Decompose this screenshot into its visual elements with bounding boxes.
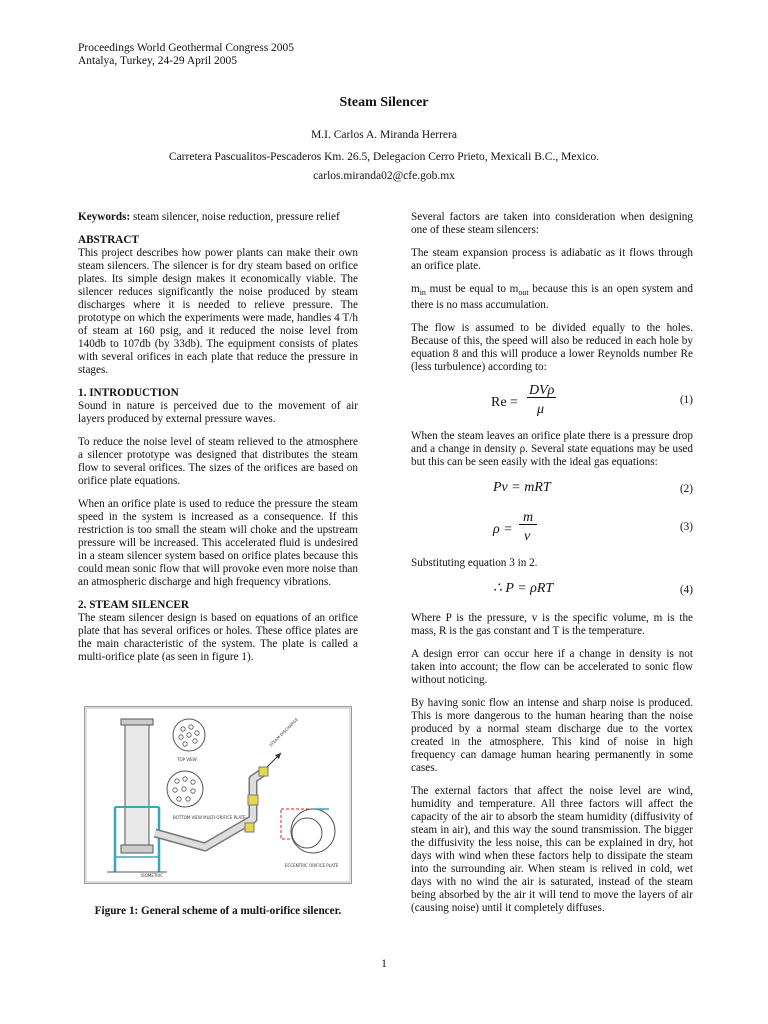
figure-1: [84, 706, 352, 884]
mass-out-text: must be equal to m: [425, 283, 519, 295]
right-paragraph-10: The external factors that affect the noise level are wind, humidity and temperature. All three factors will affect the capacity of the air to absorb the steam humidity (diffusivity of steam in air), and this way the sound transmission. The bigger the diffusivity the less noise, this can be explained in dry, hot days with wind when these factors help to dissipate the steam into the surrounding air. When steam is relived in cold, wet days with no wind the air is saturated, instead of the steam being absorbed by the air it will tend to move the layers of air (causing noise) until it completely diffuses.: [411, 785, 693, 915]
eq2-text: Pv = mRT: [493, 480, 551, 496]
right-paragraph-2: The steam expansion process is adiabatic as it flows through an orifice plate.: [411, 247, 693, 272]
eq3-tag: (3): [679, 521, 693, 534]
label-steam-discharge: STEAM DISCHARGE: [268, 716, 300, 748]
eq3-numerator: m: [519, 511, 537, 525]
silencer-column: [125, 719, 149, 849]
label-isometric: ISOMETRIC: [141, 873, 164, 878]
keywords-text: steam silencer, noise reduction, pressure relief: [130, 211, 340, 223]
header-line-1: Proceedings World Geothermal Congress 2005: [78, 42, 295, 54]
right-column: [411, 211, 693, 925]
page-number: 1: [381, 958, 387, 970]
right-paragraph-5: When the steam leaves an orifice plate there is a pressure drop and a change in density ρ. Several state equations may be used but this can be seen easily with the ideal gas equations:: [411, 430, 693, 469]
mass-in-subscript: in: [419, 288, 426, 298]
label-bottom-view: BOTTOM VIEW MULTI-ORIFICE PLATE: [173, 815, 246, 820]
label-eccentric: ECCENTRIC ORIFICE PLATE: [285, 863, 339, 868]
equation-3: [411, 511, 693, 547]
proceedings-header: [78, 42, 294, 68]
eq1-tag: (1): [679, 394, 693, 407]
intro-heading: 1. INTRODUCTION: [78, 387, 179, 399]
keywords: [78, 211, 358, 224]
silencer-diagram: [85, 707, 351, 883]
eq3-lhs: ρ =: [493, 522, 513, 538]
keywords-label: Keywords:: [78, 211, 131, 223]
right-paragraph-3: [411, 283, 693, 312]
eq3-denominator: v: [524, 529, 531, 545]
equation-4: [411, 580, 693, 602]
eq1-lhs: Re =: [491, 395, 518, 411]
eq4-tag: (4): [679, 584, 693, 597]
paper-title: Steam Silencer: [339, 95, 429, 110]
left-column: [78, 211, 358, 674]
mass-tail-text: because this is an open system and there is no mass accumulation.: [411, 283, 693, 312]
intro-paragraph-2: To reduce the noise level of steam relieved to the atmosphere a silencer prototype was designed that distributes the steam flow to several orifices. The sizes of the orifices are based on orifice plate equations.: [78, 436, 358, 487]
eq2-tag: (2): [679, 483, 693, 496]
right-paragraph-7: Where P is the pressure, v is the specific volume, m is the mass, R is the gas constant and T is the temperature.: [411, 612, 693, 638]
equation-2: [411, 479, 693, 501]
equation-1: [411, 384, 693, 420]
right-paragraph-6: Substituting equation 3 in 2.: [411, 557, 538, 570]
section2-heading: 2. STEAM SILENCER: [78, 599, 189, 611]
intro-paragraph-1: Sound in nature is perceived due to the movement of air layers produced by external pressure waves.: [78, 400, 358, 425]
mass-in-symbol: m: [411, 283, 420, 295]
author-email[interactable]: carlos.miranda02@cfe.gob.mx: [313, 170, 455, 182]
author-address: Carretera Pascualitos-Pescaderos Km. 26.5, Delegacion Cerro Prieto, Mexicali B.C., Mexico.: [168, 151, 600, 163]
section2-paragraph-1: The steam silencer design is based on equations of an orifice plate that has several orifices or holes. These office plates are the main characteristic of the system. The plate is called a multi-orifice plate (as seen in figure 1).: [78, 612, 358, 663]
eq4-text: ∴ P = ρRT: [493, 581, 554, 597]
eq1-numerator: DVρ: [529, 383, 555, 399]
author: M.I. Carlos A. Miranda Herrera: [311, 129, 457, 141]
mass-out-subscript: out: [518, 288, 529, 298]
abstract-heading: ABSTRACT: [78, 234, 139, 246]
abstract-text: This project describes how power plants can make their own steam silencers. The silencer is for dry steam based on orifice plates. Its simple design makes it economically viable. The silencer reduces significantly the noise produced by steam discharges where it is needed to relieve pressure. The prototype on which the experiments were made, handles 4 T/h of steam at 160 psig, and it reduced the noise level from 140db to 107db (by 33db). The equipment consists of plates with several orifices in each plate that reduce the pressure in stages.: [78, 247, 358, 376]
label-top-view: TOP VIEW: [177, 757, 197, 762]
right-paragraph-1: Several factors are taken into consideration when designing one of these steam silencers:: [411, 211, 693, 236]
header-line-2: Antalya, Turkey, 24-29 April 2005: [78, 55, 237, 67]
figure-1-caption: Figure 1: General scheme of a multi-orifice silencer.: [94, 905, 342, 917]
eq1-denominator: μ: [537, 402, 545, 418]
intro-paragraph-3: When an orifice plate is used to reduce the pressure the steam speed in the system is increased as a consequence. If this restriction is too small the steam will choke and the upstream pressure will be increased. This accelerated fluid is undesired in a steam silencer system based on orifice plates because this could mean sonic flow that will provoke even more noise than an atmospheric discharge and high frequency vibrations.: [78, 498, 358, 588]
right-paragraph-9: By having sonic flow an intense and sharp noise is produced. This is more dangerous to the human hearing than the noise produced by a normal steam discharge due to the vortex created in the atmosphere. This kind of noise in high frequency can damage human hearing permanently in some cases.: [411, 697, 693, 775]
right-paragraph-8: A design error can occur here if a change in density is not taken into account; the flow can be accelerated to sonic flow without noticing.: [411, 648, 693, 687]
right-paragraph-4: The flow is assumed to be divided equally to the holes. Because of this, the speed will also be reduced in each hole by equation 8 and this will produce a lower Reynolds number Re (less turbulence) according to:: [411, 322, 693, 374]
